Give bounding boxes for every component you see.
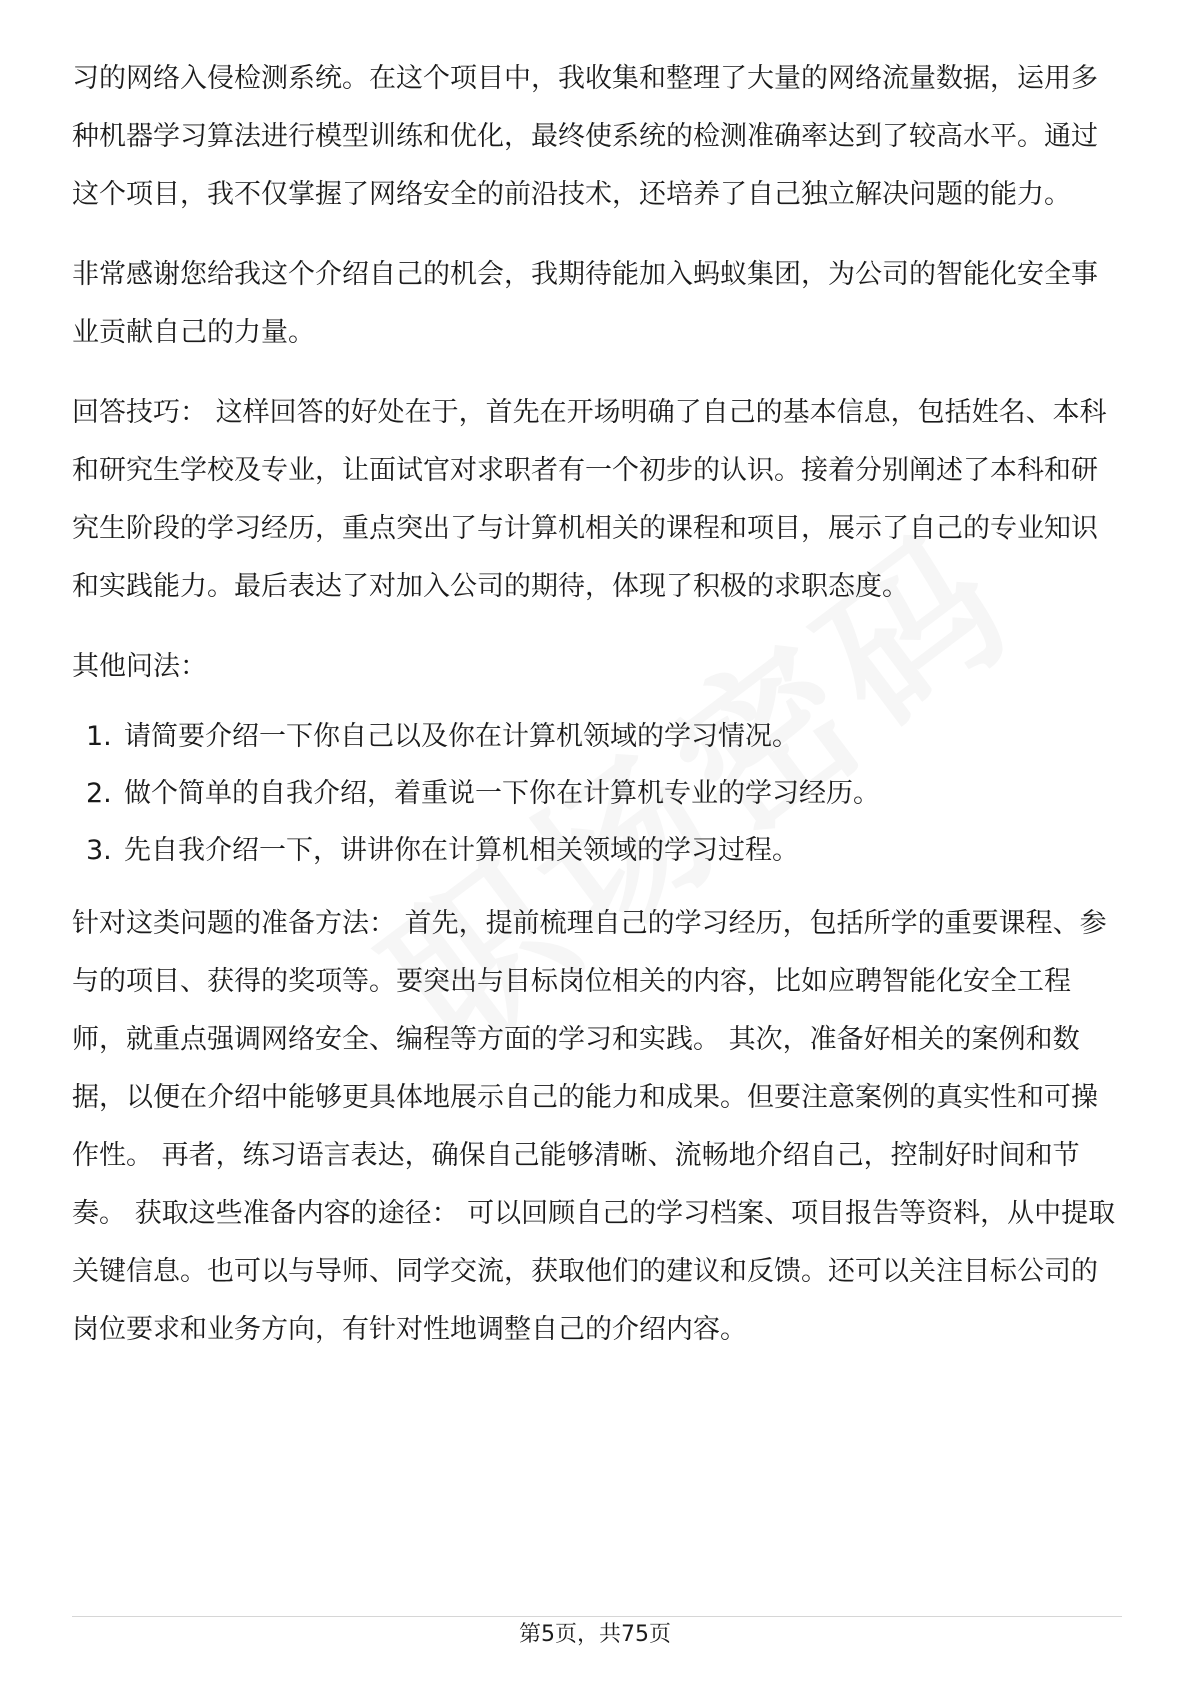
list-item-number: 1. bbox=[86, 721, 112, 752]
list-item-number: 2. bbox=[86, 778, 112, 809]
list-item-text: 做个简单的自我介绍，着重说一下你在计算机专业的学习经历。 bbox=[124, 778, 880, 809]
footer-divider bbox=[72, 1616, 1122, 1617]
list-item-number: 3. bbox=[86, 835, 112, 866]
other-questions-list bbox=[72, 708, 1122, 879]
paragraph-other-questions-heading: 其他问法： bbox=[72, 651, 207, 682]
list-item bbox=[72, 822, 1122, 879]
list-item-text: 请简要介绍一下你自己以及你在计算机领域的学习情况。 bbox=[124, 721, 799, 752]
list-item-text: 先自我介绍一下，讲讲你在计算机相关领域的学习过程。 bbox=[124, 835, 799, 866]
paragraph-closing-thanks: 非常感谢您给我这个介绍自己的机会，我期待能加入蚂蚁集团，为公司的智能化安全事业贡献自己的力量。 bbox=[72, 259, 1098, 348]
page-number: 第5页，共75页 bbox=[519, 1622, 671, 1647]
paragraph-answer-tips: 回答技巧： 这样回答的好处在于，首先在开场明确了自己的基本信息，包括姓名、本科和研究生学校及专业，让面试官对求职者有一个初步的认识。接着分别阐述了本科和研究生阶段的学习经历，重点突出了与计算机相关的课程和项目，展示了自己的专业知识和实践能力。最后表达了对加入公司的期待，体现了积极的求职态度。 bbox=[72, 397, 1107, 602]
list-item bbox=[72, 708, 1122, 765]
paragraph-preparation-method: 针对这类问题的准备方法： 首先，提前梳理自己的学习经历，包括所学的重要课程、参与的项目、获得的奖项等。要突出与目标岗位相关的内容，比如应聘智能化安全工程师，就重点强调网络安全、编程等方面的学习和实践。 其次，准备好相关的案例和数据，以便在介绍中能够更具体地展示自己的能力和成果。但要注意案例的真实性和可操作性。 再者，练习语言表达，确保自己能够清晰、流畅地介绍自己，控制好时间和节奏。 获取这些准备内容的途径： 可以回顾自己的学习档案、项目报告等资料，从中提取关键信息。也可以与导师、同学交流，获取他们的建议和反馈。还可以关注目标公司的岗位要求和业务方向，有针对性地调整自己的介绍内容。 bbox=[72, 908, 1116, 1345]
paragraph-project-summary: 习的网络入侵检测系统。在这个项目中，我收集和整理了大量的网络流量数据，运用多种机器学习算法进行模型训练和优化，最终使系统的检测准确率达到了较高水平。通过这个项目，我不仅掌握了网络安全的前沿技术，还培养了自己独立解决问题的能力。 bbox=[72, 63, 1098, 210]
page-content bbox=[72, 50, 1122, 1381]
list-item bbox=[72, 765, 1122, 822]
